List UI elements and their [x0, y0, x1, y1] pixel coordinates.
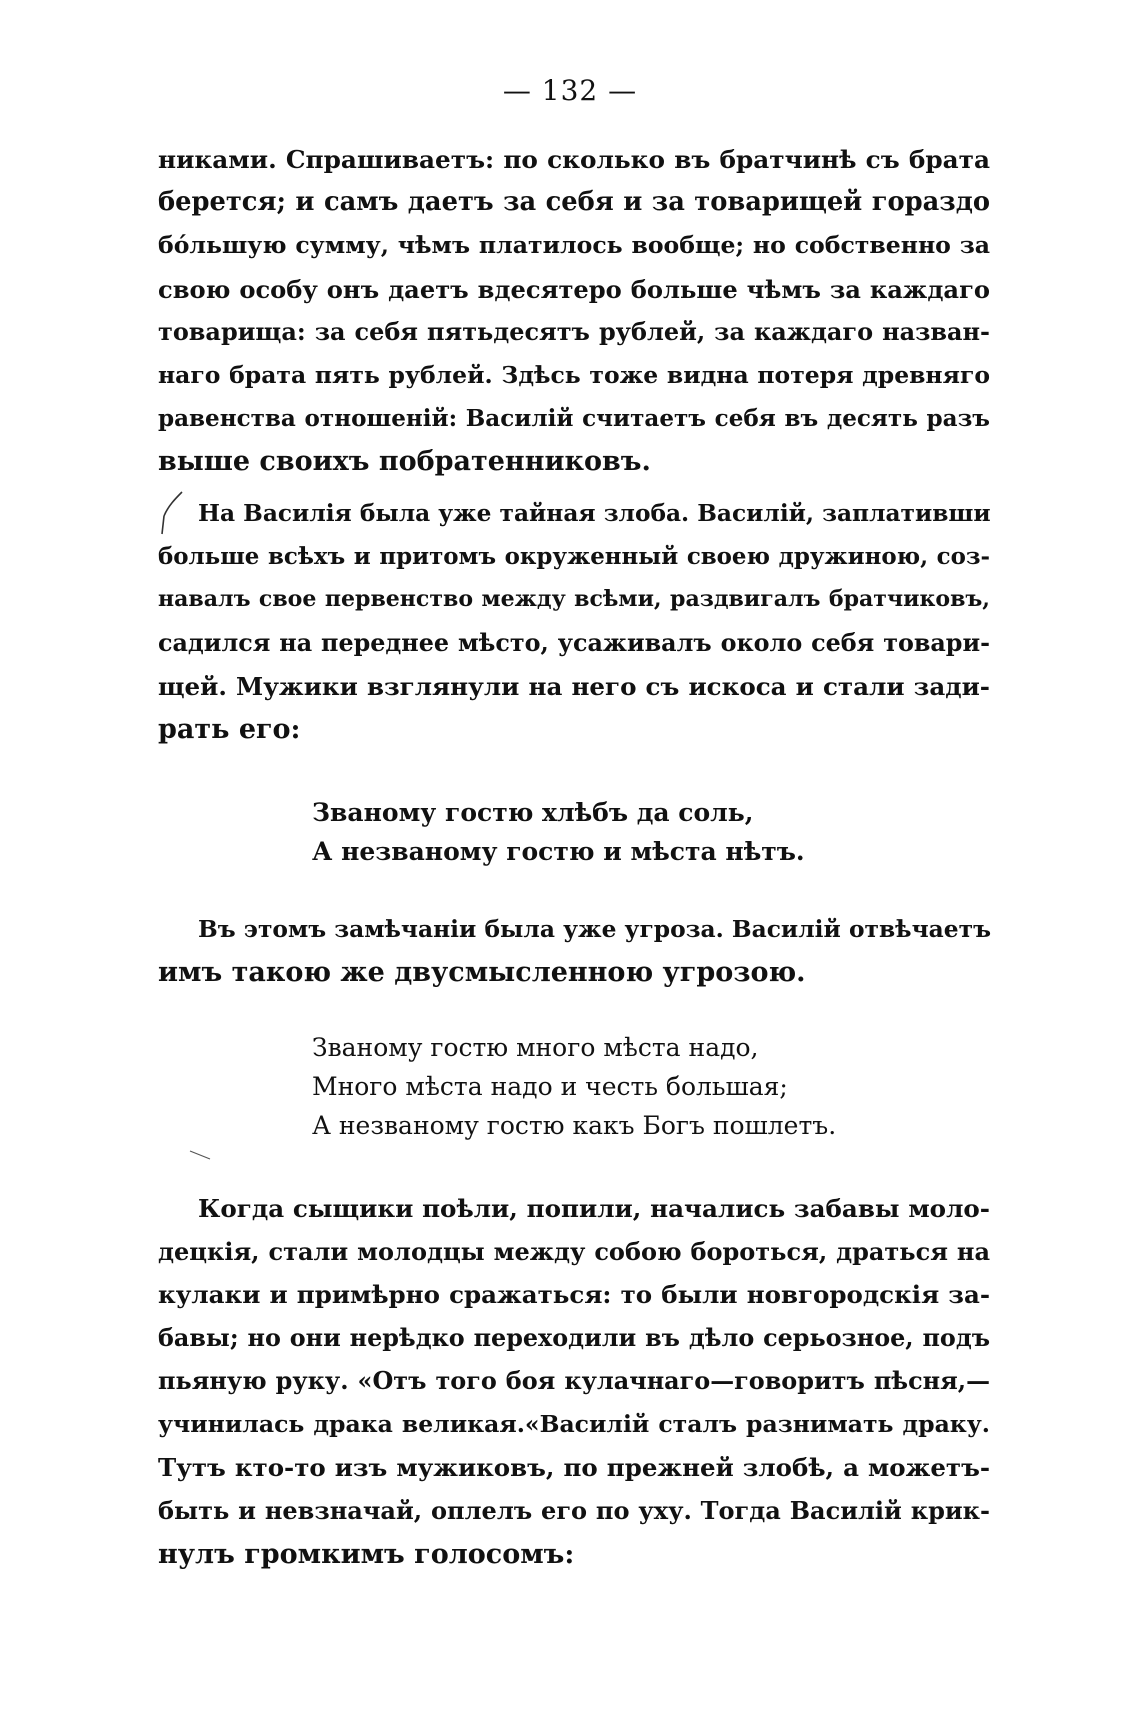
text-line: Въ этомъ замѣчаніи была уже угроза. Василій отвѣчаетъ	[198, 915, 991, 943]
text-line: имъ такою же двусмысленною угрозою.	[158, 957, 806, 989]
text-line: учинилась драка великая.«Василій сталъ разнимать драку.	[158, 1410, 990, 1439]
text-line: товарища: за себя пятьдесятъ рублей, за каждаго назван-	[158, 317, 990, 346]
text-line: кулаки и примѣрно сражаться: то были новгородскія за-	[158, 1280, 990, 1310]
paragraph-1	[158, 138, 990, 484]
text-line: рать его:	[158, 714, 301, 746]
paragraph-2	[158, 492, 990, 751]
text-line: нулъ громкимъ голосомъ:	[158, 1538, 575, 1570]
text-line: щей. Мужики взглянули на него съ искоса и стали зади-	[158, 671, 990, 701]
text-line: пьяную руку. «Отъ того боя кулачнаго—говоритъ пѣсня,—	[158, 1366, 990, 1395]
text-line: быть и невзначай, оплелъ его по уху. Тогда Василій крик-	[158, 1496, 990, 1526]
paragraph-3	[158, 908, 990, 994]
text-line: больше всѣхъ и притомъ окруженный своею дружиною, соз-	[158, 543, 990, 571]
text-line: децкія, стали молодцы между собою бороться, драться на	[158, 1237, 990, 1267]
verse-line: Званому гостю много мѣста надо,	[312, 1033, 759, 1062]
paragraph-4	[158, 1187, 990, 1576]
text-line: равенства отношеній: Василій считаетъ себя въ десять разъ	[158, 405, 990, 433]
text-line: Когда сыщики поѣли, попили, начались забавы моло-	[198, 1194, 990, 1223]
text-line: бавы; но они нерѣдко переходили въ дѣло серьозное, подъ	[158, 1323, 990, 1352]
text-line: выше своихъ побратенниковъ.	[158, 446, 651, 478]
text-line: никами. Спрашиваетъ: по сколько въ братчинѣ съ брата	[158, 145, 990, 174]
text-line: берется; и самъ даетъ за себя и за товарищей гораздо	[158, 187, 990, 218]
text-line: наго брата пять рублей. Здѣсь тоже видна потеря древняго	[158, 361, 990, 390]
text-line: На Василія была уже тайная злоба. Василій, заплативши	[198, 500, 991, 527]
verse-1	[312, 793, 805, 871]
text-line: Тутъ кто-то изъ мужиковъ, по прежней злобѣ, а можетъ-	[158, 1453, 990, 1483]
stray-pencil-mark	[188, 1148, 214, 1162]
verse-line: Званому гостю хлѣбъ да соль,	[312, 798, 754, 827]
text-line: садился на переднее мѣсто, усаживалъ около себя товари-	[158, 628, 990, 657]
page-number: — 132 —	[502, 74, 638, 107]
text-line: навалъ свое первенство между всѣми, раздвигалъ братчиковъ,	[158, 586, 990, 613]
verse-2	[312, 1028, 836, 1145]
verse-line: А незваному гостю какъ Богъ пошлетъ.	[312, 1111, 837, 1140]
verse-line: Много мѣста надо и честь большая;	[312, 1072, 788, 1101]
text-line: бо́льшую сумму, чѣмъ платилось вообще; но собственно за	[158, 231, 990, 260]
verse-line: А незваному гостю и мѣста нѣтъ.	[312, 837, 805, 866]
text-line: свою особу онъ даетъ вдесятеро больше чѣмъ за каждаго	[158, 274, 990, 304]
